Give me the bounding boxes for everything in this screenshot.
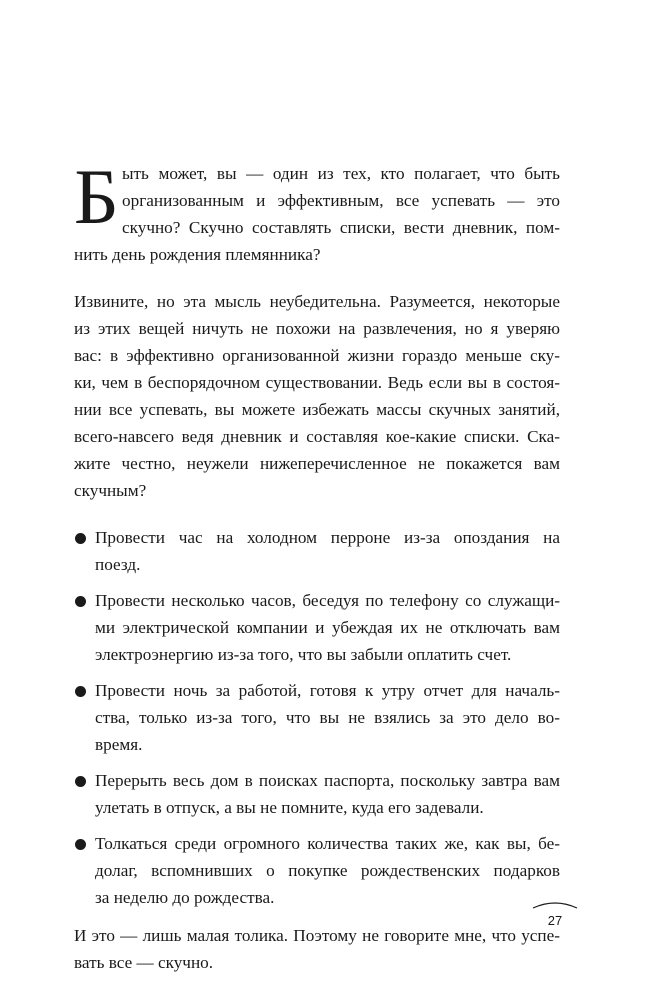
list-item-line: ства, только из-за того, что вы не взялись за это дело во- — [95, 708, 560, 727]
argument-line: вас: в эффективно организованной жизни гораздо меньше ску- — [74, 346, 560, 365]
list-item-line: время. — [95, 735, 143, 754]
argument-line: из этих вещей ничуть не похожи на развлечения, но я уверяю — [74, 319, 560, 338]
list-item-line: Провести ночь за работой, готовя к утру отчет для началь- — [95, 681, 560, 700]
intro-line: организованным и эффективным, все успевать — это — [122, 191, 560, 210]
bullet-dot-icon — [75, 839, 86, 850]
list-item — [74, 677, 560, 758]
bullet-dot-icon — [75, 596, 86, 607]
list-item — [74, 767, 560, 821]
list-item — [74, 587, 560, 668]
argument-line: Извините, но эта мысль неубедительна. Разумеется, некоторые — [74, 292, 560, 311]
argument-line: скучным? — [74, 481, 147, 500]
bullet-dot-icon — [75, 533, 86, 544]
folio-arc-ornament — [531, 897, 579, 911]
list-item-line: электроэнергию из-за того, что вы забыли оплатить счет. — [95, 645, 512, 664]
page-folio — [531, 897, 579, 937]
list-item — [74, 830, 560, 911]
intro-line: нить день рождения племянника? — [74, 245, 321, 264]
bullet-dot-icon — [75, 776, 86, 787]
list-item-line: Перерыть весь дом в поисках паспорта, поскольку завтра вам — [95, 771, 560, 790]
conclusion-line: вать все — скучно. — [74, 953, 214, 972]
list-item-line: за неделю до рождества. — [95, 888, 275, 907]
page-number: 27 — [547, 913, 563, 928]
bullet-dot-icon — [75, 686, 86, 697]
list-item — [74, 524, 560, 578]
list-item-line: долаг, вспомнивших о покупке рождественских подарков — [95, 861, 560, 880]
argument-line: ки, чем в беспорядочном существовании. Ведь если вы в состоя- — [74, 373, 560, 392]
list-item-line: Провести час на холодном перроне из-за опоздания на — [95, 528, 560, 547]
intro-paragraph — [74, 153, 560, 268]
conclusion-line: И это — лишь малая толика. Поэтому не говорите мне, что успе- — [74, 926, 560, 945]
argument-line: нии все успевать, вы можете избежать массы скучных занятий, — [74, 400, 560, 419]
conclusion-paragraph — [74, 922, 560, 976]
intro-line: скучно? Скучно составлять списки, вести дневник, пом- — [122, 218, 560, 237]
list-item-line: Толкаться среди огромного количества таких же, как вы, бе- — [95, 834, 560, 853]
argument-paragraph — [74, 288, 560, 504]
page-body — [74, 153, 560, 976]
intro-line: ыть может, вы — один из тех, кто полагает, что быть — [122, 164, 560, 183]
list-item-line: улетать в отпуск, а вы не помните, куда его задевали. — [95, 798, 484, 817]
list-item-line: поезд. — [95, 555, 141, 574]
list-item-line: ми электрической компании и убеждая их не отключать вам — [95, 618, 560, 637]
drop-cap-letter: Б — [74, 153, 119, 240]
argument-line: всего-навсего ведя дневник и составляя кое-какие списки. Ска- — [74, 427, 560, 446]
bullet-list — [74, 524, 560, 911]
list-item-line: Провести несколько часов, беседуя по телефону со служащи- — [95, 591, 560, 610]
argument-line: жите честно, неужели нижеперечисленное не покажется вам — [74, 454, 560, 473]
